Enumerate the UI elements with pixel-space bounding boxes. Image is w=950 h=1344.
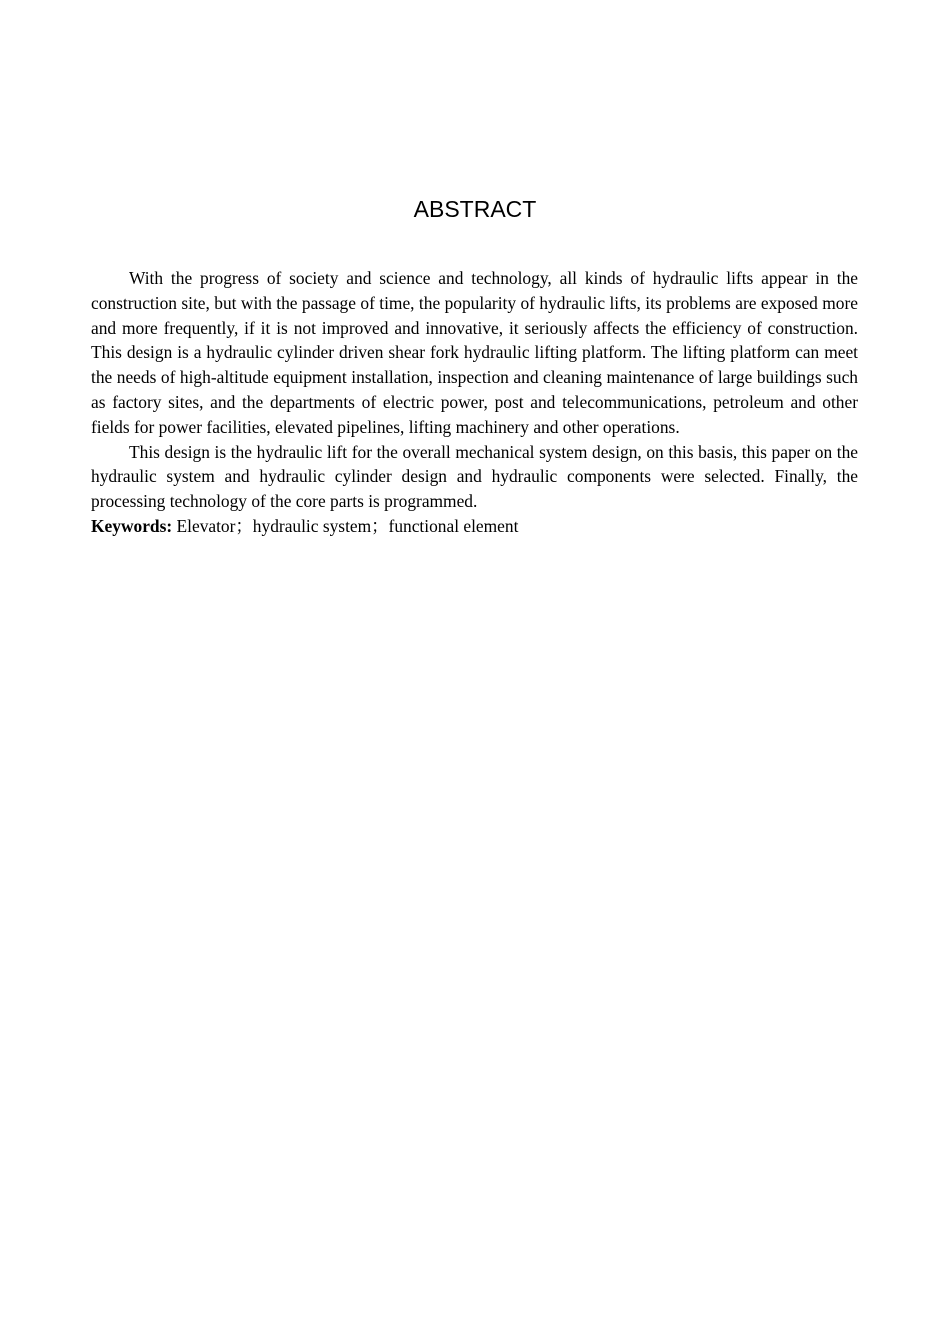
keywords-line [91, 514, 858, 539]
abstract-paragraph-2: This design is the hydraulic lift for the overall mechanical system design, on this basis, this paper on the hydraulic system and hydraulic cylinder design and hydraulic components were selected. Finally, the processing technology of the core parts is programmed. [91, 441, 858, 512]
keywords-text: Elevator；hydraulic system；functional element [176, 515, 519, 536]
abstract-title: ABSTRACT [413, 196, 537, 222]
abstract-body [91, 266, 858, 539]
abstract-paragraph-1: With the progress of society and science and technology, all kinds of hydraulic lifts appear in the construction site, but with the passage of time, the popularity of hydraulic lifts, its problems are exposed more and more frequently, if it is not improved and innovative, it seriously affects the efficiency of construction. This design is a hydraulic cylinder driven shear fork hydraulic lifting platform. The lifting platform can meet the needs of high-altitude equipment installation, inspection and cleaning maintenance of large buildings such as factory sites, and the departments of electric power, post and telecommunications, petroleum and other fields for power facilities, elevated pipelines, lifting machinery and other operations. [91, 268, 858, 437]
keywords-label: Keywords: [91, 515, 173, 536]
